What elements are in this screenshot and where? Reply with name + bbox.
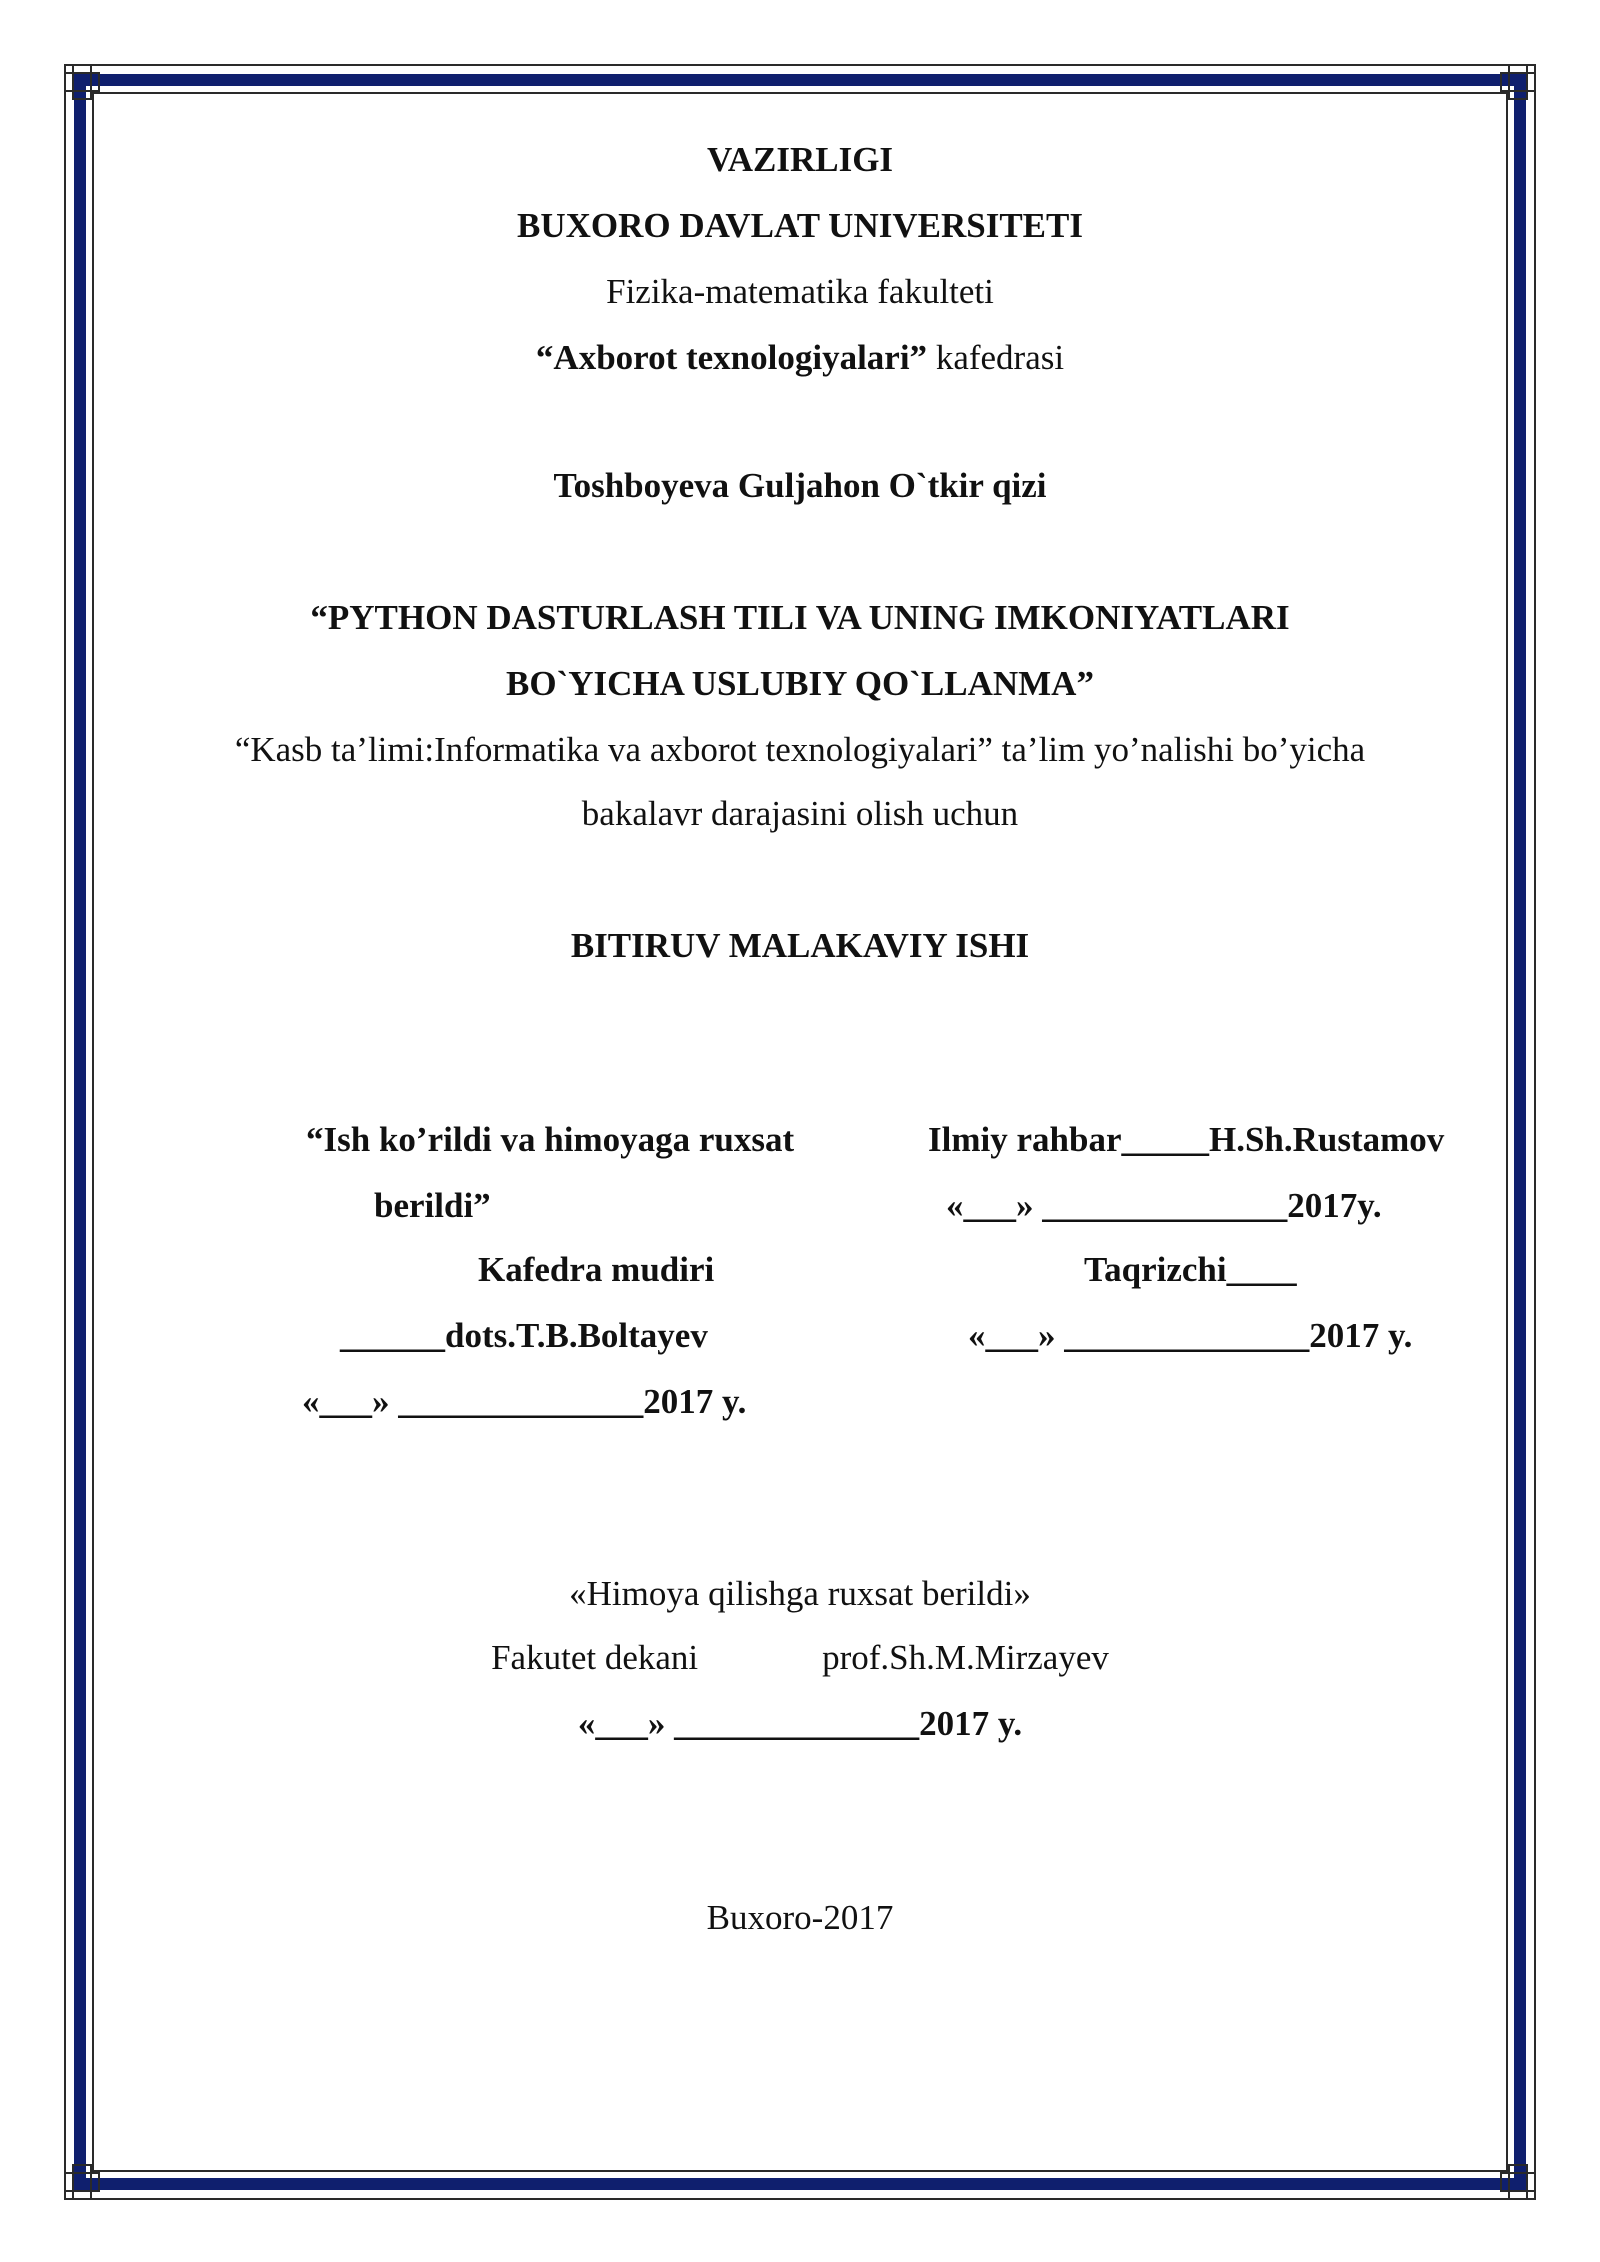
purpose-line-2: bakalavr darajasini olish uchun <box>581 794 1019 833</box>
corner-ornament-top-left <box>64 64 100 100</box>
approval-left-line-2: berildi” <box>374 1186 491 1225</box>
university-heading: BUXORO DAVLAT UNIVERSITETI <box>517 206 1083 245</box>
kafedra-head-signature: ______dots.T.B.Boltayev <box>340 1316 708 1355</box>
department-name: “Axborot texnologiyalari” <box>535 338 928 377</box>
purpose-line-1: “Kasb ta’limi:Informatika va axborot texnologiyalari” ta’lim yo’nalishi bo’yicha <box>234 730 1366 769</box>
corner-ornament-top-right <box>1500 64 1536 100</box>
author-name: Toshboyeva Guljahon O`tkir qizi <box>553 466 1047 505</box>
approval-left-date: «___» ______________2017 y. <box>302 1382 747 1421</box>
supervisor-date: «___» ______________2017y. <box>946 1186 1382 1225</box>
department-suffix: kafedrasi <box>927 338 1065 377</box>
kafedra-head-label: Kafedra mudiri <box>478 1250 715 1289</box>
dean-line <box>0 1636 1600 1680</box>
defense-date: «___» ______________2017 y. <box>577 1704 1023 1743</box>
dean-name: prof.Sh.M.Mirzayev <box>822 1638 1109 1677</box>
defense-approval-title: «Himoya qilishga ruxsat berildi» <box>569 1574 1031 1613</box>
reviewer-line: Taqrizchi____ <box>1084 1250 1297 1289</box>
approval-left-line-1: “Ish ko’rildi va himoyaga ruxsat <box>306 1120 795 1159</box>
reviewer-date: «___» ______________2017 y. <box>968 1316 1413 1355</box>
thesis-title-line-2: BO`YICHA USLUBIY QO`LLANMA” <box>506 664 1094 703</box>
department-line <box>0 336 1600 380</box>
supervisor-line: Ilmiy rahbar_____H.Sh.Rustamov <box>928 1120 1445 1159</box>
corner-ornament-bottom-left <box>64 2164 100 2200</box>
ministry-heading: VAZIRLIGI <box>706 140 894 179</box>
place-year: Buxoro-2017 <box>706 1898 894 1937</box>
work-type-heading: BITIRUV MALAKAVIY ISHI <box>570 926 1030 965</box>
corner-ornament-bottom-right <box>1500 2164 1536 2200</box>
dean-label: Fakutet dekani <box>491 1638 699 1677</box>
faculty-line: Fizika-matematika fakulteti <box>606 272 994 311</box>
thesis-title-line-1: “PYTHON DASTURLASH TILI VA UNING IMKONIYATLARI <box>310 598 1290 637</box>
